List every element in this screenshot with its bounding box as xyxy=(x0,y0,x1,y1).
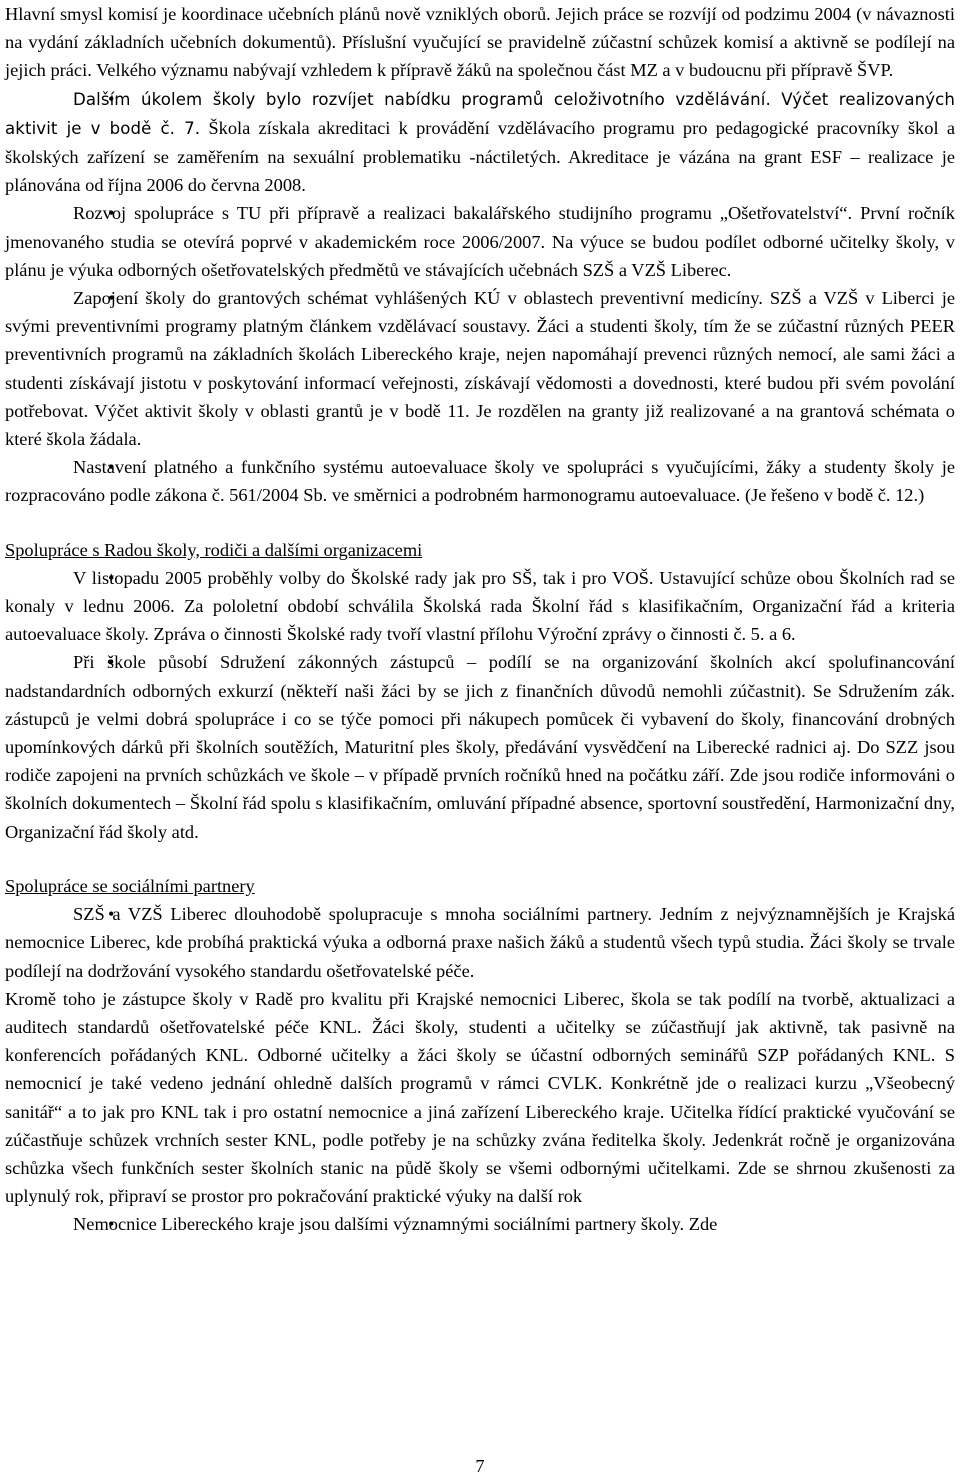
bullet-grants: • Zapojení školy do grantových schémat vyhlášených KÚ v oblastech preventivní medicíny. SZŠ a VZŠ v Liberci je svými preventivními programy platným článkem vzdělávací soustavy. Žáci a studenti školy, tím že se zúčastní různých PEER preventivních programů na základních školách Libereckého kraje, nejen napomáhají prevenci různých nemocí, ale sami žáci a studenti získávají jistotu v poskytování informací veřejnosti, získávají vědomosti a dovednosti, které budou při svém povolání potřebovat. Výčet aktivit školy v oblasti grantů je v bodě 11. Je rozdělen na granty již realizované a na grantová schémata o které škola žádala. xyxy=(5,284,955,453)
bullet-lifelong-learning-text: Dalším úkolem školy bylo rozvíjet nabídku programů celoživotního vzdělávání. Výčet realizovaných aktivit je v bodě č. 7. xyxy=(5,89,955,138)
bullet-lifelong-learning-rest: Škola získala akreditaci k provádění vzdělávacího programu pro pedagogické pracovníky škol a školských zařízení se zaměřením na sexuální problematiku -náctiletých. Akreditace je vázána na grant ESF – realizace je plánována od října 2006 do června 2008. xyxy=(5,117,955,196)
spacer xyxy=(5,846,955,872)
bullet-social-partners: • SZŠ a VZŠ Liberec dlouhodobě spolupracuje s mnoha sociálními partnery. Jedním z nejvýznamnějších je Krajská nemocnice Liberec, kde probíhá praktická výuka a odborná praxe našich žáků a studentů všech typů studia. Žáci školy se trvale podílejí na dodržování vysokého standardu ošetřovatelské péče. xyxy=(5,900,955,985)
section-heading-school-board: Spolupráce s Radou školy, rodiči a dalšími organizacemi xyxy=(5,539,423,560)
page-number: 7 xyxy=(475,1456,485,1476)
spacer xyxy=(5,510,955,536)
paragraph-commissions: Hlavní smysl komisí je koordinace učebních plánů nově vzniklých oborů. Jejich práce se rozvíjí od podzimu 2004 (v návaznosti na vydání základních učebních dokumentů). Příslušní vyučující se pravidelně zúčastní schůzek komisí a aktivně se podílejí na jejich práci. Velkého významu nabývají vzhledem k přípravě žáků na společnou část MZ a v budoucnu při přípravě ŠVP. xyxy=(5,4,955,81)
bullet-autoevaluation: • Nastavení platného a funkčního systému autoevaluace školy ve spolupráci s vyučujícími, žáky a studenty školy je rozpracováno podle zákona č. 561/2004 Sb. ve směrnici a podrobném harmonogramu autoevaluace. (Je řešeno v bodě č. 12.) xyxy=(5,453,955,509)
bullet-school-board: • V listopadu 2005 proběhly volby do Školské rady jak pro SŠ, tak i pro VOŠ. Ustavující schůze obou Školních rad se konaly v lednu 2006. Za pololetní období schválila Školská rada Školní řád s klasifikačním, Organizační řád a kriteria autoevaluace školy. Zpráva o činnosti Školské rady tvoří vlastní přílohu Výroční zprávy o činnosti č. 5. a 6. xyxy=(5,564,955,649)
bullet-lifelong-learning xyxy=(5,85,955,200)
section-heading-social-partners: Spolupráce se sociálními partnery xyxy=(5,875,255,896)
document-page xyxy=(5,0,955,1239)
paragraph-quality-council: Kromě toho je zástupce školy v Radě pro kvalitu při Krajské nemocnici Liberec, škola se tak podílí na tvorbě, aktualizaci a auditech standardů ošetřovatelské péče KNL. Žáci školy, studenti a učitelky se zúčastňují jak aktivně, tak pasivně na konferencích pořádaných KNL. Odborné učitelky a žáci školy se účastní odborných seminářů SZP pořádaných KNL. S nemocnicí je také vedeno jednání ohledně dalších programů v rámci CVLK. Konkrétně jde o realizaci kurzu „Všeobecný sanitář“ a to jak pro KNL tak i pro ostatní nemocnice a jiná zařízení Libereckého kraje. Učitelka řídící praktické vyučování se zúčastňuje schůzek vrchních sester KNL, podle potřeby je na schůzky zvána ředitelka školy. Jedenkrát ročně je organizována schůzka všech funkčních sester školních stanic na půdě školy se všemi odbornými učitelkami. Zde se shrnou zkušenosti za uplynulý rok, připraví se prostor pro pokračování praktické výuky na další rok xyxy=(5,988,955,1207)
bullet-parents-association: • Při škole působí Sdružení zákonných zástupců – podílí se na organizování školních akcí spolufinancování nadstandardních odborných exkurzí (někteří naši žáci by se jich z finančních důvodů nemohli zúčastnit). Se Sdružením zák. zástupců je velmi dobrá spolupráce i co se týče pomoci při nákupech pomůcek či vybavení do školy, financování drobných upomínkových dárků při školních soutěžích, Maturitní ples školy, předávání vysvědčení na Liberecké radnici aj. Do SZZ jsou rodiče zapojeni na prvních schůzkách ve škole – v případě prvních ročníků hned na počátku září. Zde jsou rodiče informováni o školních dokumentech – Školní řád spolu s klasifikačním, omluvání případné absence, sportovní soustředění, Harmonizační dny, Organizační řád školy atd. xyxy=(5,648,955,845)
bullet-tu-cooperation: • Rozvoj spolupráce s TU při přípravě a realizaci bakalářského studijního programu „Ošetřovatelství“. První ročník jmenovaného studia se otevírá poprvé v akademickém roce 2006/2007. Na výuce se budou podílet odborné učitelky školy, v plánu je výuka odborných ošetřovatelských předmětů ve stávajících učebnách SZŠ a VZŠ Liberec. xyxy=(5,199,955,284)
bullet-regional-hospitals: • Nemocnice Libereckého kraje jsou dalšími významnými sociálními partnery školy. Zde xyxy=(5,1210,955,1238)
